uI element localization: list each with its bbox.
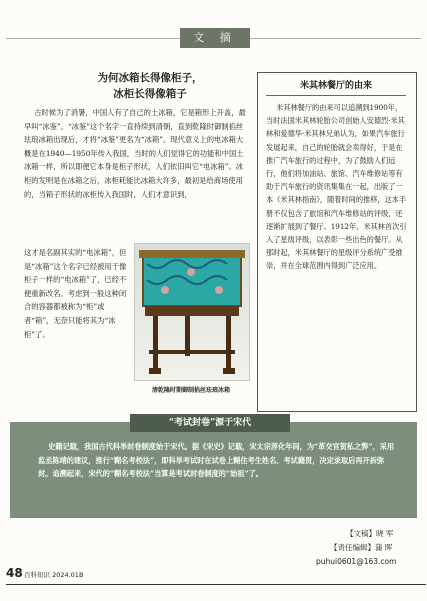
author-credit: 【文稿】晓 军 (346, 529, 394, 538)
icebox-illustration (135, 244, 249, 380)
magazine-issue: 百科知识 2024.01B (24, 571, 84, 579)
sidebar-box (257, 72, 417, 412)
article-paragraph-1: 古时候为了消暑，中国人有了自己的土冰箱，它是箱形上开盖，最早叫“冰鉴”。“冰鉴”这个名字一直持续到清朝，直到乾隆时御制掐丝珐琅冰箱出现后，才将“冰鉴”更名为“冰箱”。现代意义上的电冰箱大概是在1940—1950年传入我国，当时的人们觉得它的功能和中国土冰箱一样，所以即便它本身是柜子形状，人们依旧叫它“电冰箱”。冰柜的发明是在冰箱之后，冰柜耗能比冰箱大许多，最初是给商场使用的，当箱子形状的冰柜传入我国时，人们才意识到， (24, 108, 246, 199)
highlight-box (10, 418, 417, 518)
cloisonne-icebox-photo (134, 243, 250, 381)
article-title-line2: 冰柜长得像箱子 (113, 88, 187, 100)
footer-rule (6, 584, 426, 585)
editor-email: puhui0601@163.com (316, 557, 397, 566)
photo-caption: 清乾隆时期御制掐丝珐琅冰箱 (151, 387, 230, 394)
article-title (40, 70, 260, 102)
editor-credit: 【责任编辑】蒲 晖 (330, 543, 393, 552)
section-tag: 文 摘 (180, 28, 250, 48)
page-number: 48 (6, 566, 23, 580)
sidebar-title: 米其林餐厅的由来 (266, 77, 406, 96)
article-paragraph-2: 这才是名副其实的“电冰箱”，但是“冰箱”这个名字已经被用于像柜子一样的“电冰箱”了，已经不便重新改名。考虑到一般这种闭合的容器都被称为“柜”或者“箱”，无奈只能将其为“冰柜”了。 (24, 248, 127, 339)
sidebar-body: 米其林餐厅的由来可以追溯到1900年，当时法国米其林轮胎公司创始人安德烈·米其林和爱德华·米其林兄弟认为，如果汽车旅行发展起来，自己的轮胎就会卖得好，于是在推广汽车旅行的过程中，为了鼓励人们远行，他们将加油站、旅馆、汽车维修站等有助于汽车旅行的资讯集集在一起，出版了一本《米其林指南》，随着时间的推移，这本手册不仅包含了旅馆和汽车维修站的评级，还逐渐扩展到了餐厅。1912年，米其林首次引入了星级评级，以表彰一些出色的餐厅。从那时起，米其林餐厅的星级评分系统广受推崇，并在全球范围内得到广泛应用。 (266, 103, 407, 271)
highlight-text: 史籍记载，我国古代科举封卷制度始于宋代。据《宋史》记载，宋太宗淳化年间，为“革交官贺私之弊”，采用监丞陈靖的建议，推行“糊名考校法”，即科举考试时在试卷上糊住考生姓名、考试籍贯，决定录取后再开拆弥封。追溯起来，宋代的“糊名考校法”当算是考试封卷制度的“始祖”了。 (38, 442, 395, 479)
highlight-title: “考试封卷”源于宋代 (130, 414, 290, 432)
article-title-line1: 为何冰箱长得像柜子， (97, 72, 203, 84)
